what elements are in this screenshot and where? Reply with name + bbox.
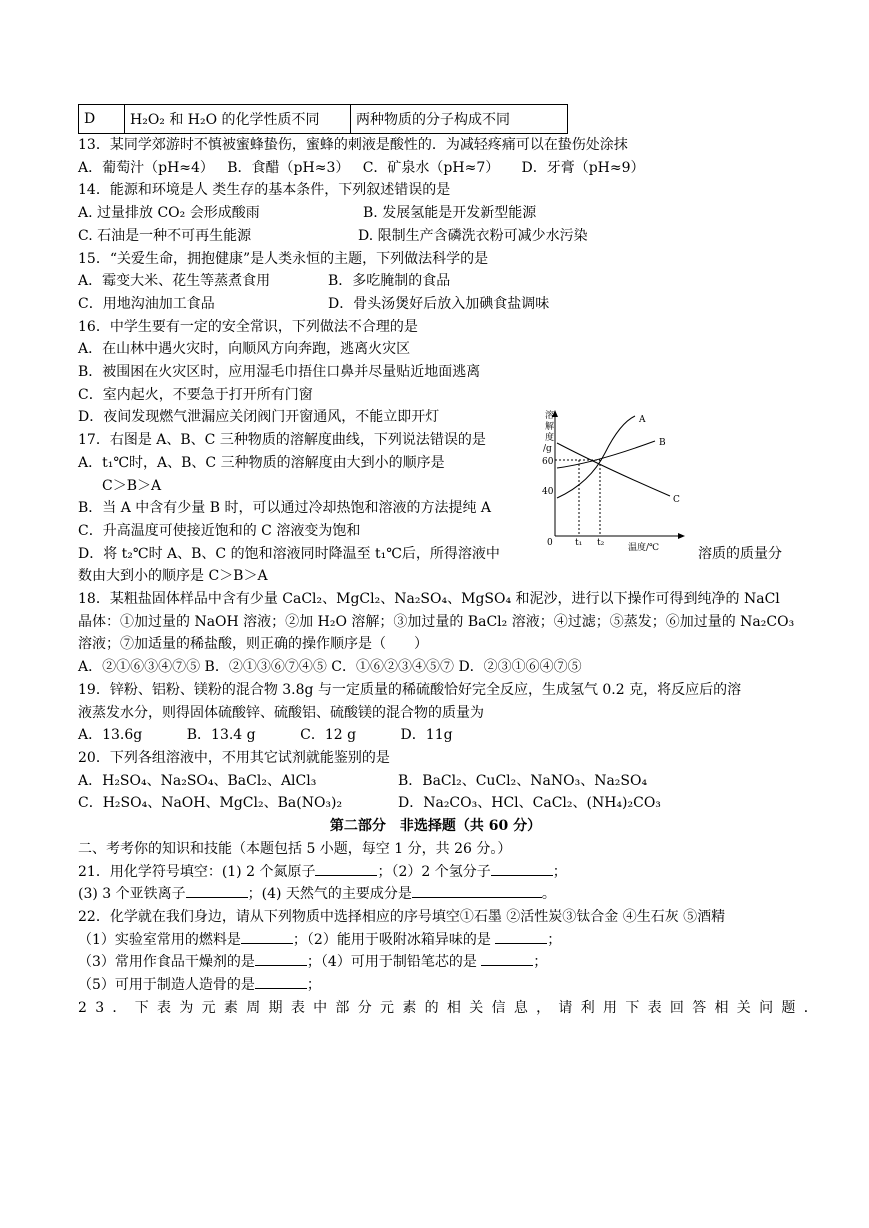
q14-option-b: B. 发展氢能是开发新型能源 (363, 205, 537, 222)
curve-a (557, 416, 635, 498)
q14-option-c: C. 石油是一种不可再生能源 (78, 227, 252, 244)
q14-stem: 14．能源和环境是人 类生存的基本条件，下列叙述错误的是 (78, 182, 451, 199)
q22-text: ； (533, 954, 548, 971)
answer-blank[interactable] (495, 929, 547, 944)
q17-stem: 17．右图是 A、B、C 三种物质的溶解度曲线，下列说法错误的是 (78, 432, 486, 449)
q20-stem: 20．下列各组溶液中，不用其它试剂就能鉴别的是 (78, 749, 390, 766)
q13-stem: 13．某同学郊游时不慎被蜜蜂蛰伤，蜜蜂的刺液是酸性的．为减轻疼痛可以在蛰伤处涂抹 (78, 137, 628, 153)
curve-b (557, 441, 655, 468)
q21-text: ；（2）2 个氢分子 (377, 863, 491, 880)
q21-text: 21．用化学符号填空：(1) 2 个氮原子 (78, 863, 316, 880)
answer-blank[interactable] (481, 951, 533, 966)
label-c: C (673, 495, 680, 505)
q16-option-c: C．室内起火，不要急于打开所有门窗 (78, 386, 313, 403)
q15-stem: 15．“关爱生命，拥抱健康”是人类永恒的主题，下列做法科学的是 (78, 250, 489, 267)
answer-blank[interactable] (186, 883, 248, 898)
table-cell: 两种物质的分子构成不同 (351, 105, 568, 134)
q22-text: ；（4）可用于制铅笔芯的是 (306, 954, 482, 971)
q18-line2: 晶体：①加过量的 NaOH 溶液；②加 H₂O 溶解；③加过量的 BaCl₂ 溶液；④过滤；⑤蒸发；⑥加过量的 Na₂CO₃ (78, 613, 795, 630)
q18-line3: 溶液；⑦加适量的稀盐酸，则正确的操作顺序是（ ） (78, 636, 428, 653)
q20-option-a: A．H₂SO₄、Na₂SO₄、BaCl₂、AlCl₃ (78, 772, 317, 789)
q19-line1: 19．锌粉、铝粉、镁粉的混合物 3.8g 与一定质量的稀硫酸恰好完全反应，生成氢气 0.2 克，将反应后的溶 (78, 681, 742, 698)
q20-option-b: B．BaCl₂、CuCl₂、NaNO₃、Na₂SO₄ (398, 772, 648, 789)
q23-stem: 23．下表为元素周期表中部分元素的相关信息，请利用下表回答相关问题． (78, 999, 827, 1016)
q17-option-d: D．将 t₂℃时 A、B、C 的饱和溶液同时降温至 t₁℃后，所得溶液中 (78, 545, 500, 562)
answer-blank[interactable] (412, 883, 542, 898)
label-a: A (639, 415, 646, 425)
q15-option-b: B．多吃腌制的食品 (328, 273, 451, 290)
q22-text: ； (547, 931, 562, 948)
q22-text: ；（2）能用于吸附冰箱异味的是 (292, 931, 496, 948)
q21-text: ； (552, 863, 567, 880)
q17-option-c: C．升高温度可使接近饱和的 C 溶液变为饱和 (78, 522, 361, 539)
q22-text: （1）实验室常用的燃料是 (78, 931, 241, 948)
q19-options: A．13.6g B．13.4 g C．12 g D．11g (78, 727, 453, 744)
tick-60: 60 (542, 457, 554, 467)
answer-blank[interactable] (315, 861, 377, 876)
q21-text: 。 (541, 886, 556, 903)
tick-0: 0 (547, 538, 553, 548)
part2-heading: 第二部分 非选择题（共 60 分） (329, 818, 542, 835)
q18-line1: 18．某粗盐固体样品中含有少量 CaCl₂、MgCl₂、Na₂SO₄、MgSO₄ 和泥沙，进行以下操作可得到纯净的 NaCl (78, 591, 780, 608)
q16-option-a: A．在山林中遇火灾时，向顺风方向奔跑，逃离火灾区 (78, 341, 411, 358)
q16-option-d: D．夜间发现燃气泄漏应关闭阀门开窗通风，不能立即开灯 (78, 409, 440, 426)
q20-option-c: C．H₂SO₄、NaOH、MgCl₂、Ba(NO₃)₂ (78, 795, 343, 812)
q17-option-d-cont: 数由大到小的顺序是 C＞B＞A (78, 568, 268, 585)
answer-blank[interactable] (241, 929, 293, 944)
answer-table (78, 104, 568, 134)
q20-option-d: D．Na₂CO₃、HCl、CaCl₂、(NH₄)₂CO₃ (398, 795, 661, 812)
q22-text: ； (306, 977, 321, 994)
tick-t1: t₁ (575, 538, 583, 548)
table-cell: H₂O₂ 和 H₂O 的化学性质不同 (125, 105, 351, 134)
q17-option-a-cont: C＞B＞A (102, 477, 162, 494)
tick-40: 40 (542, 487, 554, 497)
answer-blank[interactable] (255, 974, 307, 989)
q15-option-c: C．用地沟油加工食品 (78, 295, 215, 312)
label-b: B (659, 438, 666, 448)
q21-text: (3) 3 个亚铁离子 (78, 886, 186, 903)
q15-option-a: A．霉变大米、花生等蒸煮食用 (78, 273, 271, 290)
x-arrow (678, 533, 685, 539)
q15-option-d: D．骨头汤煲好后放入加碘食盐调味 (328, 295, 550, 312)
table-row (79, 105, 568, 134)
section2-heading: 二、考考你的知识和技能（本题包括 5 小题，每空 1 分，共 26 分。） (78, 840, 512, 857)
q17-option-d-tail: 溶质的质量分 (698, 545, 782, 562)
q16-stem: 16．中学生要有一定的安全常识，下列做法不合理的是 (78, 318, 418, 335)
q22-text: （3）常用作食品干燥剂的是 (78, 954, 255, 971)
q18-options: A．②①⑥③④⑦⑤ B．②①③⑥⑦④⑤ C．①⑥②③④⑤⑦ D．②③①⑥④⑦⑤ (78, 659, 582, 676)
solubility-curve-chart (535, 408, 685, 551)
q16-option-b: B．被围困在火灾区时，应用湿毛巾捂住口鼻并尽量贴近地面逃离 (78, 364, 481, 381)
q22-stem: 22．化学就在我们身边，请从下列物质中选择相应的序号填空①石墨 ②活性炭③钛合金 ④生石灰 ⑤酒精 (78, 908, 726, 925)
q17-option-a: A．t₁℃时，A、B、C 三种物质的溶解度由大到小的顺序是 (78, 454, 445, 471)
q14-option-a: A. 过量排放 CO₂ 会形成酸雨 (78, 205, 260, 222)
exam-page (78, 104, 827, 1019)
tick-t2: t₂ (597, 538, 605, 548)
q22-text: （5）可用于制造人造骨的是 (78, 977, 255, 994)
q19-line2: 液蒸发水分，则得固体硫酸锌、硫酸铝、硫酸镁的混合物的质量为 (78, 704, 484, 721)
q21-text: ；(4) 天然气的主要成分是 (247, 886, 412, 903)
answer-blank[interactable] (491, 861, 553, 876)
y-axis-label: 溶解度/g (543, 411, 555, 454)
x-axis-label: 温度/℃ (628, 543, 660, 551)
table-cell: D (79, 105, 125, 134)
answer-blank[interactable] (255, 951, 307, 966)
q13-options: A．葡萄汁（pH≈4） B．食醋（pH≈3） C．矿泉水（pH≈7） D．牙膏（pH≈9） (78, 159, 645, 176)
q17-option-b: B．当 A 中含有少量 B 时，可以通过冷却热饱和溶液的方法提纯 A (78, 500, 492, 517)
q14-option-d: D. 限制生产含磷洗衣粉可减少水污染 (358, 227, 588, 244)
